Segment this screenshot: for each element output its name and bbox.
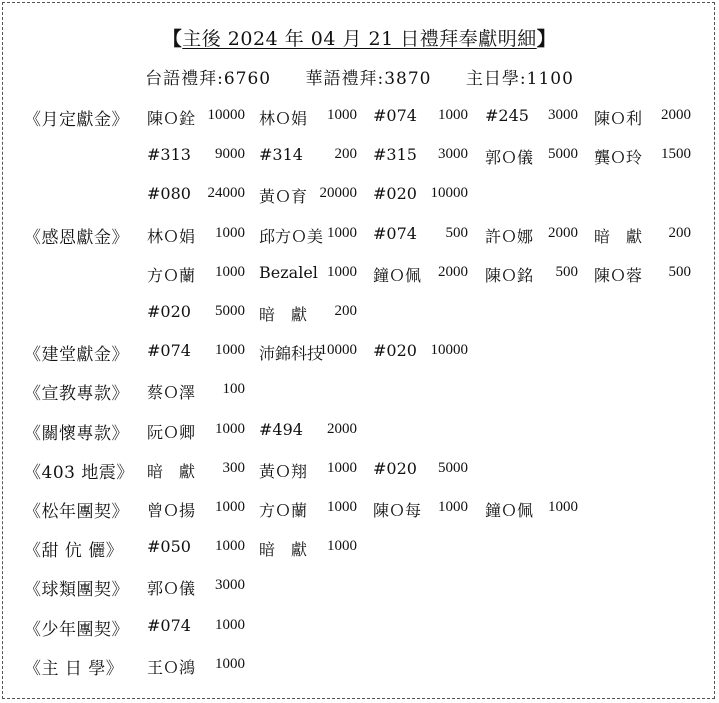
donor-name: #020 [373, 341, 417, 361]
offering-row [0, 262, 719, 288]
title-text: 主後 2024 年 04 月 21 日禮拜奉獻明細 [182, 28, 537, 50]
donor-name: #314 [259, 145, 303, 165]
offering-amount: 1000 [215, 616, 245, 633]
category-label: 《感恩獻金》 [24, 227, 129, 248]
category-label: 《主 日 學》 [24, 658, 124, 679]
donor-name: 邱方Ｏ美 [259, 226, 324, 246]
donor-name: #074 [147, 341, 191, 361]
offering-amount: 500 [445, 224, 468, 241]
offering-amount: 1000 [215, 499, 245, 515]
offering-amount: 1000 [215, 263, 245, 280]
offering-amount: 20000 [319, 185, 357, 202]
donor-name: #020 [373, 184, 417, 204]
donor-name: #313 [147, 145, 191, 165]
offering-amount: 9000 [215, 146, 245, 163]
offering-row [0, 183, 719, 209]
summary-mandarin-service: 華語禮拜:3870 [305, 69, 432, 89]
offering-row [0, 144, 719, 170]
donor-name: 黃Ｏ翔 [259, 461, 308, 481]
donor-name: #494 [259, 419, 303, 439]
donor-name: #080 [147, 184, 191, 204]
donor-name: 郭Ｏ儀 [147, 579, 196, 599]
donor-name: 暗 獻 [147, 461, 196, 481]
offering-amount: 1000 [327, 459, 357, 476]
offering-row [0, 615, 719, 641]
offering-amount: 500 [555, 263, 578, 280]
offering-amount: 10000 [319, 342, 357, 359]
offering-amount: 10000 [430, 185, 468, 202]
offering-row [0, 223, 719, 249]
donor-name: 暗 獻 [594, 226, 643, 246]
offering-amount: 1000 [327, 224, 357, 241]
donor-name: 郭Ｏ儀 [485, 148, 534, 168]
donor-name: Bezalel [259, 262, 318, 282]
category-label: 《宣教專款》 [24, 384, 129, 405]
offering-amount: 1000 [327, 263, 357, 280]
attendance-summary [0, 64, 719, 89]
page-title [0, 24, 719, 51]
offering-amount: 1000 [438, 107, 468, 123]
donor-name: 黃Ｏ育 [259, 187, 308, 207]
offering-row [0, 419, 719, 445]
offering-row [0, 654, 719, 680]
donor-name: #020 [147, 302, 191, 321]
offering-row [0, 105, 719, 131]
offering-amount: 5000 [438, 459, 468, 476]
category-label: 《松年團契》 [24, 502, 129, 522]
category-label: 《403 地震》 [24, 462, 134, 483]
donor-name: 陳Ｏ蓉 [594, 265, 643, 285]
offering-row [0, 458, 719, 484]
donor-name: #050 [147, 537, 191, 557]
donor-name: 許Ｏ娜 [485, 226, 534, 246]
offering-amount: 200 [668, 224, 691, 241]
donor-name: 林Ｏ娟 [147, 226, 196, 246]
offering-amount: 2000 [661, 107, 691, 123]
offering-row [0, 575, 719, 601]
donor-name: 陳Ｏ每 [373, 501, 422, 520]
summary-sunday-school: 主日學:1100 [465, 69, 574, 89]
title-close-bracket: 】 [536, 28, 557, 50]
offering-row [0, 536, 719, 562]
offering-amount: 1500 [661, 146, 691, 163]
donor-name: #074 [147, 615, 191, 635]
donor-name: 阮Ｏ卿 [147, 422, 196, 442]
offering-amount: 5000 [215, 303, 245, 319]
category-label: 《甜 伉 儷》 [24, 541, 124, 562]
donor-name: 鐘Ｏ佩 [373, 265, 422, 285]
donor-name: 曾Ｏ揚 [147, 501, 196, 520]
offering-amount: 1000 [215, 224, 245, 241]
offering-amount: 10000 [430, 342, 468, 359]
offering-amount: 1000 [215, 538, 245, 555]
offering-amount: 10000 [207, 107, 245, 123]
offering-amount: 2000 [438, 263, 468, 280]
category-label: 《建堂獻金》 [24, 345, 129, 366]
category-label: 《球類團契》 [24, 580, 129, 601]
offering-amount: 200 [334, 146, 357, 163]
donor-name: #074 [373, 223, 417, 243]
offering-amount: 1000 [327, 107, 357, 123]
offering-amount: 1000 [215, 655, 245, 672]
offering-amount: 200 [334, 303, 357, 319]
offering-amount: 1000 [215, 420, 245, 437]
offering-amount: 1000 [548, 499, 578, 515]
offering-row [0, 379, 719, 405]
offering-amount: 5000 [548, 146, 578, 163]
donor-name: #315 [373, 145, 417, 165]
offering-amount: 24000 [207, 185, 245, 202]
title-open-bracket: 【 [162, 28, 183, 50]
offering-row [0, 301, 719, 327]
donor-name: #074 [373, 106, 417, 125]
offering-amount: 2000 [327, 420, 357, 437]
donor-name: 暗 獻 [259, 540, 308, 560]
offering-amount: 3000 [548, 107, 578, 123]
donor-name: 暗 獻 [259, 305, 308, 324]
offering-amount: 1000 [327, 499, 357, 515]
offering-amount: 1000 [438, 499, 468, 515]
donor-name: 龔Ｏ玲 [594, 148, 643, 168]
summary-taiwanese-service: 台語禮拜:6760 [145, 69, 272, 89]
donor-name: 王Ｏ鴻 [147, 657, 196, 677]
donor-name: #245 [485, 106, 529, 125]
donor-name: 陳Ｏ銓 [147, 109, 196, 128]
category-label: 《月定獻金》 [24, 110, 129, 130]
donor-name: 方Ｏ蘭 [259, 501, 308, 520]
offering-amount: 100 [222, 381, 245, 398]
offering-amount: 1000 [327, 538, 357, 555]
offering-amount: 300 [222, 459, 245, 476]
offering-amount: 1000 [215, 342, 245, 359]
donor-name: 陳Ｏ利 [594, 109, 643, 128]
donor-name: 林Ｏ娟 [259, 109, 308, 128]
donor-name: 蔡Ｏ澤 [147, 383, 196, 403]
category-label: 《少年團契》 [24, 619, 129, 640]
offering-row [0, 497, 719, 523]
category-label: 《關懷專款》 [24, 423, 129, 444]
donor-name: 沛錦科技 [259, 344, 324, 364]
donor-name: 方Ｏ蘭 [147, 265, 196, 285]
offering-amount: 3000 [438, 146, 468, 163]
offering-amount: 2000 [548, 224, 578, 241]
donor-name: #020 [373, 458, 417, 478]
offering-row [0, 340, 719, 366]
donor-name: 鐘Ｏ佩 [485, 501, 534, 520]
donor-name: 陳Ｏ銘 [485, 265, 534, 285]
offering-amount: 3000 [215, 577, 245, 594]
offering-amount: 500 [668, 263, 691, 280]
